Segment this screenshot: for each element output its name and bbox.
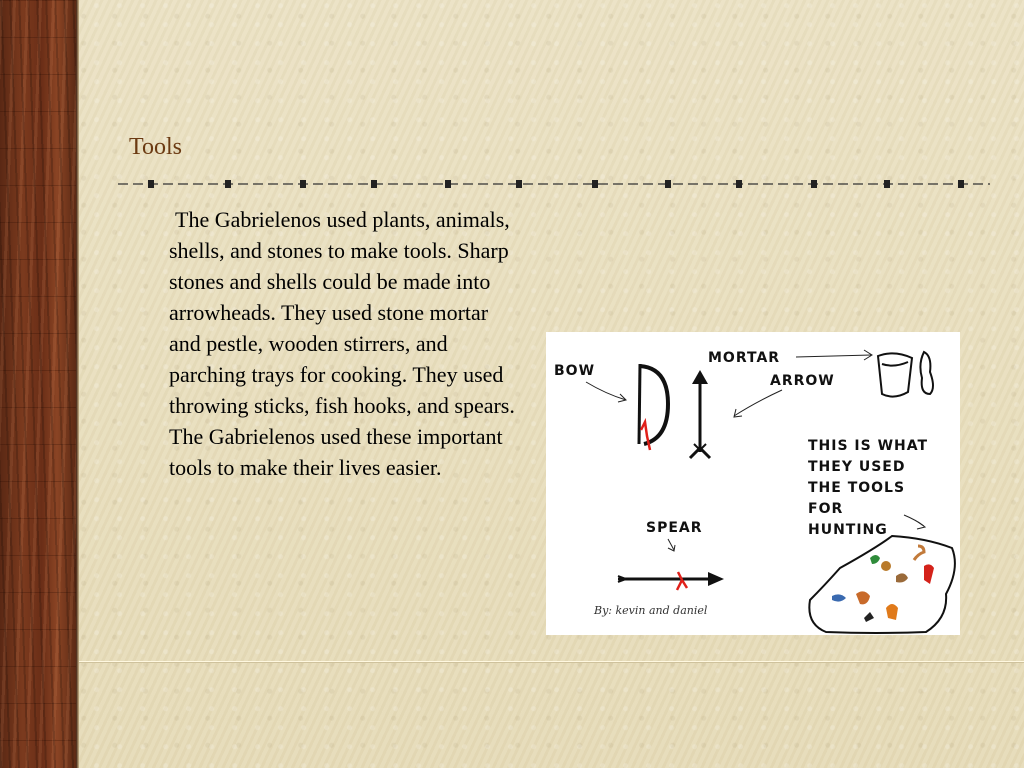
signature: By: kevin and daniel bbox=[594, 604, 708, 617]
spear-drawing bbox=[618, 572, 724, 590]
caption-line-5: HUNTING bbox=[808, 522, 888, 538]
tools-illustration bbox=[546, 332, 960, 635]
hunting-map bbox=[809, 536, 955, 633]
tools-drawing bbox=[546, 332, 960, 635]
bow-drawing bbox=[639, 364, 668, 450]
body-text: The Gabrielenos used plants, animals, shells, and stones to make tools. Sharp stones and shells could be made into arrowheads. They used stone mortar and pestle, wooden stirrers, and parching trays for cooking. They used throwing sticks, fish hooks, and spears. The Gabrielenos used these important tools to make their lives easier. bbox=[169, 207, 515, 480]
arrow-drawing bbox=[690, 370, 710, 458]
slide-title: Tools bbox=[129, 134, 182, 160]
caption-line-1: THIS IS WHAT bbox=[808, 438, 929, 454]
mortar-drawing bbox=[878, 352, 933, 397]
body-paragraph bbox=[169, 204, 519, 483]
label-arrow: ARROW bbox=[770, 373, 835, 389]
caption-line-3: THE TOOLS bbox=[808, 480, 906, 496]
dashed-divider bbox=[118, 176, 990, 192]
wood-border bbox=[0, 0, 76, 768]
label-mortar: MORTAR bbox=[708, 350, 781, 366]
caption-line-4: FOR bbox=[808, 501, 844, 517]
caption-line-2: THEY USED bbox=[808, 459, 906, 475]
label-bow: BOW bbox=[554, 363, 596, 379]
footer-rule bbox=[79, 661, 1024, 663]
label-spear: SPEAR bbox=[646, 520, 703, 536]
wood-border-edge bbox=[76, 0, 79, 768]
